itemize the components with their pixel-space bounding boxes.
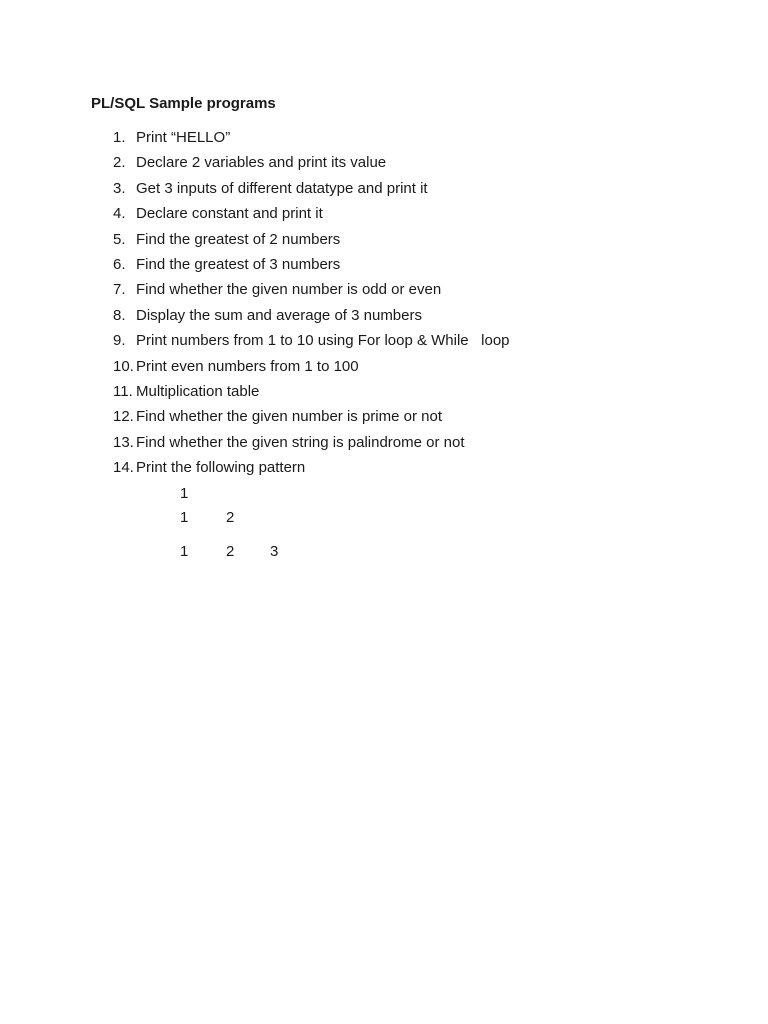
list-item-text: Find the greatest of 2 numbers	[136, 230, 341, 248]
list-item-text: Declare 2 variables and print its value	[136, 154, 387, 172]
list-item-text: Multiplication table	[136, 382, 260, 400]
list-item-text: Display the sum and average of 3 numbers	[136, 306, 422, 324]
list-item-number: 2.	[113, 154, 126, 172]
list-item-number: 1.	[113, 129, 126, 146]
list-item-number: 8.	[113, 306, 126, 324]
pattern-cell: 1	[180, 509, 189, 526]
list-item-text: Find whether the given number is odd or even	[136, 281, 442, 299]
list-item-number: 9.	[113, 332, 126, 350]
list-item-text: Print the following pattern	[136, 459, 306, 477]
list-item-text: Print even numbers from 1 to 100	[136, 357, 359, 375]
list-item-number: 6.	[113, 255, 126, 273]
list-item-text: Print numbers from 1 to 10 using For loop & While loop	[136, 332, 510, 350]
document-title: PL/SQL Sample programs	[91, 95, 276, 112]
list-item-text: Find whether the given number is prime or not	[136, 408, 442, 426]
pattern-cell: 2	[226, 543, 235, 560]
list-item-text: Get 3 inputs of different datatype and print it	[136, 179, 428, 197]
list-item-text: Find the greatest of 3 numbers	[136, 255, 341, 273]
pattern-cell: 2	[226, 509, 235, 526]
list-item-text: Find whether the given string is palindrome or not	[136, 433, 465, 451]
list-item-number: 3.	[113, 179, 126, 197]
pattern-cell: 1	[180, 485, 189, 502]
list-item-number: 13.	[113, 433, 134, 451]
pattern-cell: 3	[270, 543, 279, 560]
list-item-number: 14.	[113, 459, 134, 477]
list-item-text: Print “HELLO”	[136, 129, 231, 146]
list-item-text: Declare constant and print it	[136, 205, 323, 223]
list-item-number: 10.	[113, 357, 134, 375]
list-item-number: 7.	[113, 281, 126, 299]
list-item-number: 12.	[113, 408, 134, 426]
list-item-number: 4.	[113, 205, 126, 223]
pattern-cell: 1	[180, 543, 189, 560]
list-item-number: 5.	[113, 230, 126, 248]
list-item-number: 11.	[113, 382, 133, 400]
